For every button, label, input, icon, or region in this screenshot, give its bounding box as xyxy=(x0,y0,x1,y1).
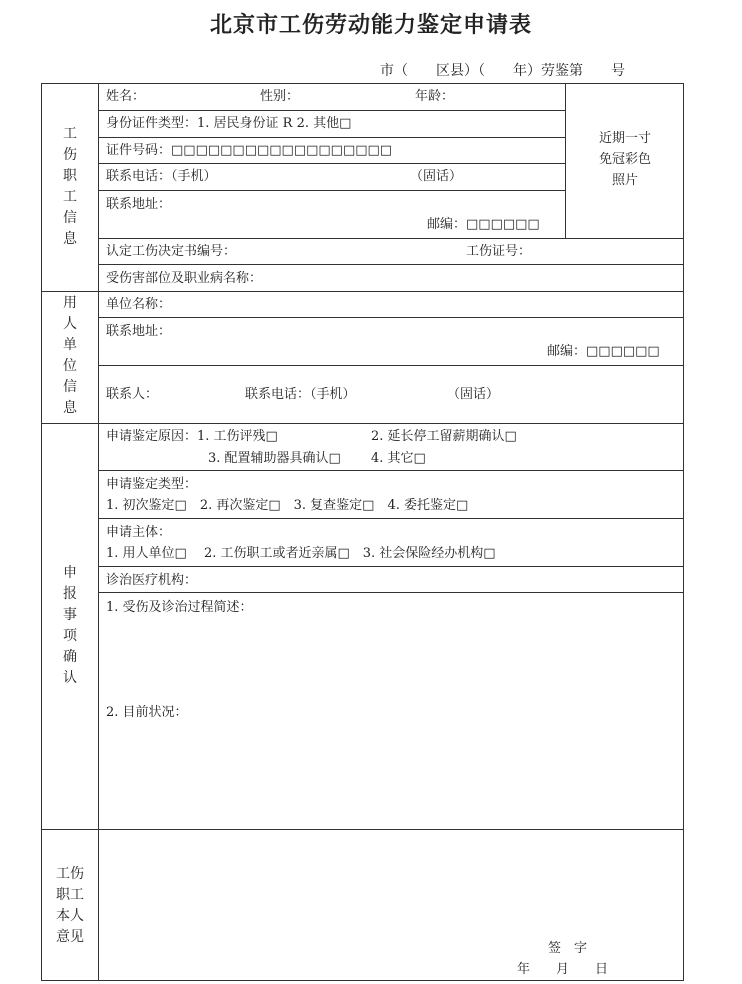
type-label: 申请鉴定类型： xyxy=(106,477,198,492)
employer-mobile-field[interactable]: 联系电话：（手机） xyxy=(245,387,356,402)
worker-age-field[interactable]: 年龄： xyxy=(415,89,455,104)
page-title: 北京市工伤劳动能力鉴定申请表 xyxy=(209,13,532,38)
decision-number-field[interactable]: 认定工伤决定书编号： xyxy=(106,244,237,259)
status-field[interactable]: 2. 目前状况： xyxy=(106,705,188,720)
row-line xyxy=(98,592,684,593)
section-line xyxy=(41,291,684,292)
row-line xyxy=(98,137,565,138)
worker-postcode-field[interactable]: 邮编：□□□□□□ xyxy=(427,217,540,232)
type-options[interactable]: 1. 初次鉴定□ 2. 再次鉴定□ 3. 复查鉴定□ 4. 委托鉴定□ xyxy=(106,498,469,513)
row-line xyxy=(98,238,684,239)
signature-label: 签 字 xyxy=(548,941,588,956)
row-line xyxy=(98,190,565,191)
section-line xyxy=(41,829,684,830)
row-line xyxy=(98,317,684,318)
section-divider xyxy=(98,83,99,981)
process-field[interactable]: 1. 受伤及诊治过程简述： xyxy=(106,600,253,615)
reason-option-2[interactable]: 2. 延长停工留薪期确认□ xyxy=(371,429,517,444)
employer-landline-field[interactable]: （固话） xyxy=(447,387,500,402)
reason-option-4[interactable]: 4. 其它□ xyxy=(371,451,426,466)
worker-mobile-field[interactable]: 联系电话：（手机） xyxy=(106,169,217,184)
injury-part-field[interactable]: 受伤害部位及职业病名称： xyxy=(106,271,263,286)
employer-postcode-field[interactable]: 邮编：□□□□□□ xyxy=(547,344,660,359)
worker-gender-field[interactable]: 性别： xyxy=(260,89,300,104)
row-line xyxy=(98,110,565,111)
reason-option-1[interactable]: 申请鉴定原因：1. 工伤评残□ xyxy=(106,429,278,444)
employer-contact-field[interactable]: 联系人： xyxy=(106,387,159,402)
file-number-line: 市（ 区县）（ 年）劳鉴第 号 xyxy=(380,63,625,79)
section-label-employer: 用 人 单 位 信 息 xyxy=(63,295,77,416)
hospital-field[interactable]: 诊治医疗机构： xyxy=(106,573,198,588)
date-label: 年 月 日 xyxy=(517,962,609,977)
worker-id-number-field[interactable]: 证件号码：□□□□□□□□□□□□□□□□□□ xyxy=(106,143,393,158)
worker-address-field[interactable]: 联系地址： xyxy=(106,197,172,212)
row-line xyxy=(98,163,565,164)
reason-option-3[interactable]: 3. 配置辅助器具确认□ xyxy=(208,451,341,466)
worker-landline-field[interactable]: （固话） xyxy=(410,169,463,184)
employer-name-field[interactable]: 单位名称： xyxy=(106,297,172,312)
row-line xyxy=(98,365,684,366)
row-line xyxy=(98,264,684,265)
row-line xyxy=(98,518,684,519)
worker-name-field[interactable]: 姓名： xyxy=(106,89,146,104)
worker-id-type-field[interactable]: 身份证件类型：1. 居民身份证 R 2. 其他□ xyxy=(106,116,352,131)
employer-address-field[interactable]: 联系地址： xyxy=(106,324,172,339)
row-line xyxy=(98,566,684,567)
section-label-declare: 申 报 事 项 确 认 xyxy=(63,565,77,686)
subject-options[interactable]: 1. 用人单位□ 2. 工伤职工或者近亲属□ 3. 社会保险经办机构□ xyxy=(106,546,496,561)
row-line xyxy=(98,470,684,471)
subject-label: 申请主体： xyxy=(106,525,172,540)
injury-certificate-field[interactable]: 工伤证号： xyxy=(466,244,532,259)
section-label-opinion: 工伤 职工 本人 意见 xyxy=(56,866,84,945)
photo-placeholder: 近期一寸 免冠彩色 照片 xyxy=(598,131,651,188)
section-label-worker: 工 伤 职 工 信 息 xyxy=(63,126,77,247)
section-line xyxy=(41,423,684,424)
